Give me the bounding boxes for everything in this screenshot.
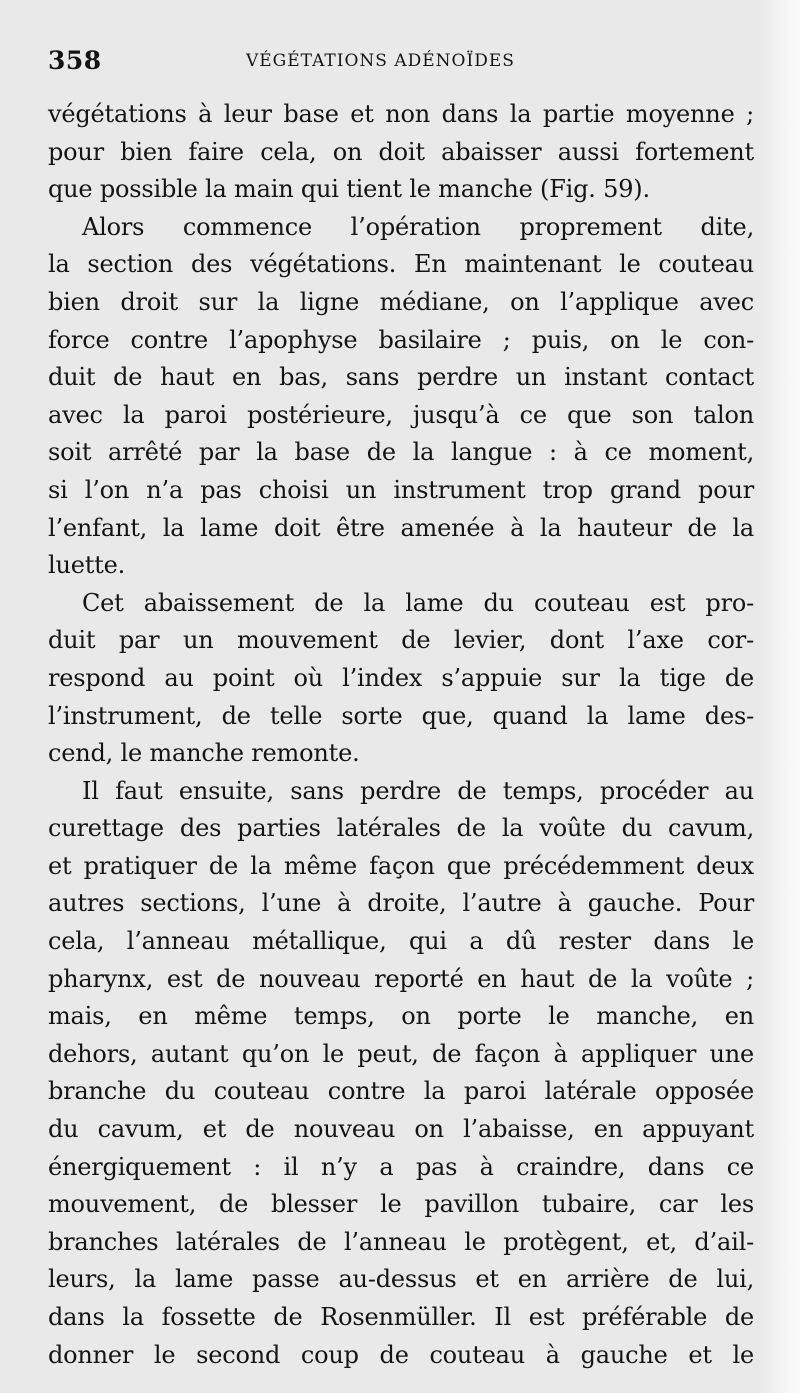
text-line: branches latérales de l’anneau le protègent, et, d’ail- bbox=[48, 1227, 754, 1256]
text-line: dehors, autant qu’on le peut, de façon à appliquer une bbox=[48, 1039, 754, 1068]
text-line: luette. bbox=[48, 551, 126, 580]
text-line: respond au point où l’index s’appuie sur la tige de bbox=[48, 663, 754, 692]
text-line: du cavum, et de nouveau on l’abaisse, en appuyant bbox=[48, 1115, 754, 1144]
text-line: pharynx, est de nouveau reporté en haut de la voûte ; bbox=[48, 964, 754, 993]
text-line: soit arrêté par la base de la langue : à ce moment, bbox=[48, 438, 754, 467]
text-line: énergiquement : il n’y a pas à craindre, dans ce bbox=[48, 1152, 754, 1181]
text-line: l’enfant, la lame doit être amenée à la hauteur de la bbox=[48, 513, 754, 542]
text-line: que possible la main qui tient le manche (Fig. 59). bbox=[48, 175, 650, 204]
page-number: 358 bbox=[48, 46, 102, 75]
text-line: si l’on n’a pas choisi un instrument trop grand pour bbox=[48, 475, 754, 504]
text-line: dans la fossette de Rosenmüller. Il est préférable de bbox=[48, 1303, 754, 1331]
text-line: avec la paroi postérieure, jusqu’à ce que son talon bbox=[48, 400, 754, 429]
text-line: l’instrument, de telle sorte que, quand la lame des- bbox=[48, 701, 754, 730]
text-line: duit par un mouvement de levier, dont l’axe cor- bbox=[48, 626, 754, 655]
text-line: donner le second coup de couteau à gauche et le bbox=[48, 1340, 754, 1369]
text-line: pour bien faire cela, on doit abaisser aussi fortement bbox=[48, 137, 754, 166]
body-text bbox=[48, 96, 754, 1374]
text-line: duit de haut en bas, sans perdre un instant contact bbox=[48, 363, 754, 392]
text-line: mouvement, de blesser le pavillon tubaire, car les bbox=[48, 1190, 754, 1219]
text-line: Cet abaissement de la lame du couteau est pro- bbox=[82, 588, 754, 617]
text-line: et pratiquer de la même façon que précédemment deux bbox=[48, 851, 754, 880]
text-line: autres sections, l’une à droite, l’autre à gauche. Pour bbox=[48, 889, 754, 918]
text-line: curettage des parties latérales de la voûte du cavum, bbox=[48, 814, 754, 843]
running-title: VÉGÉTATIONS ADÉNOÏDES bbox=[246, 51, 515, 71]
text-line: mais, en même temps, on porte le manche, en bbox=[48, 1002, 754, 1031]
running-head bbox=[48, 44, 748, 80]
text-line: cend, le manche remonte. bbox=[48, 739, 360, 768]
text-line: végétations à leur base et non dans la partie moyenne ; bbox=[48, 100, 754, 128]
text-line: branche du couteau contre la paroi latérale opposée bbox=[48, 1077, 754, 1106]
text-line: Alors commence l’opération proprement dite, bbox=[82, 212, 754, 241]
text-line: la section des végétations. En maintenant le couteau bbox=[48, 250, 754, 279]
text-line: Il faut ensuite, sans perdre de temps, procéder au bbox=[82, 776, 754, 805]
text-line: bien droit sur la ligne médiane, on l’applique avec bbox=[48, 287, 754, 316]
text-line: cela, l’anneau métallique, qui a dû rester dans le bbox=[48, 927, 754, 956]
text-line: force contre l’apophyse basilaire ; puis, on le con- bbox=[48, 325, 754, 354]
text-line: leurs, la lame passe au-dessus et en arrière de lui, bbox=[48, 1265, 754, 1294]
